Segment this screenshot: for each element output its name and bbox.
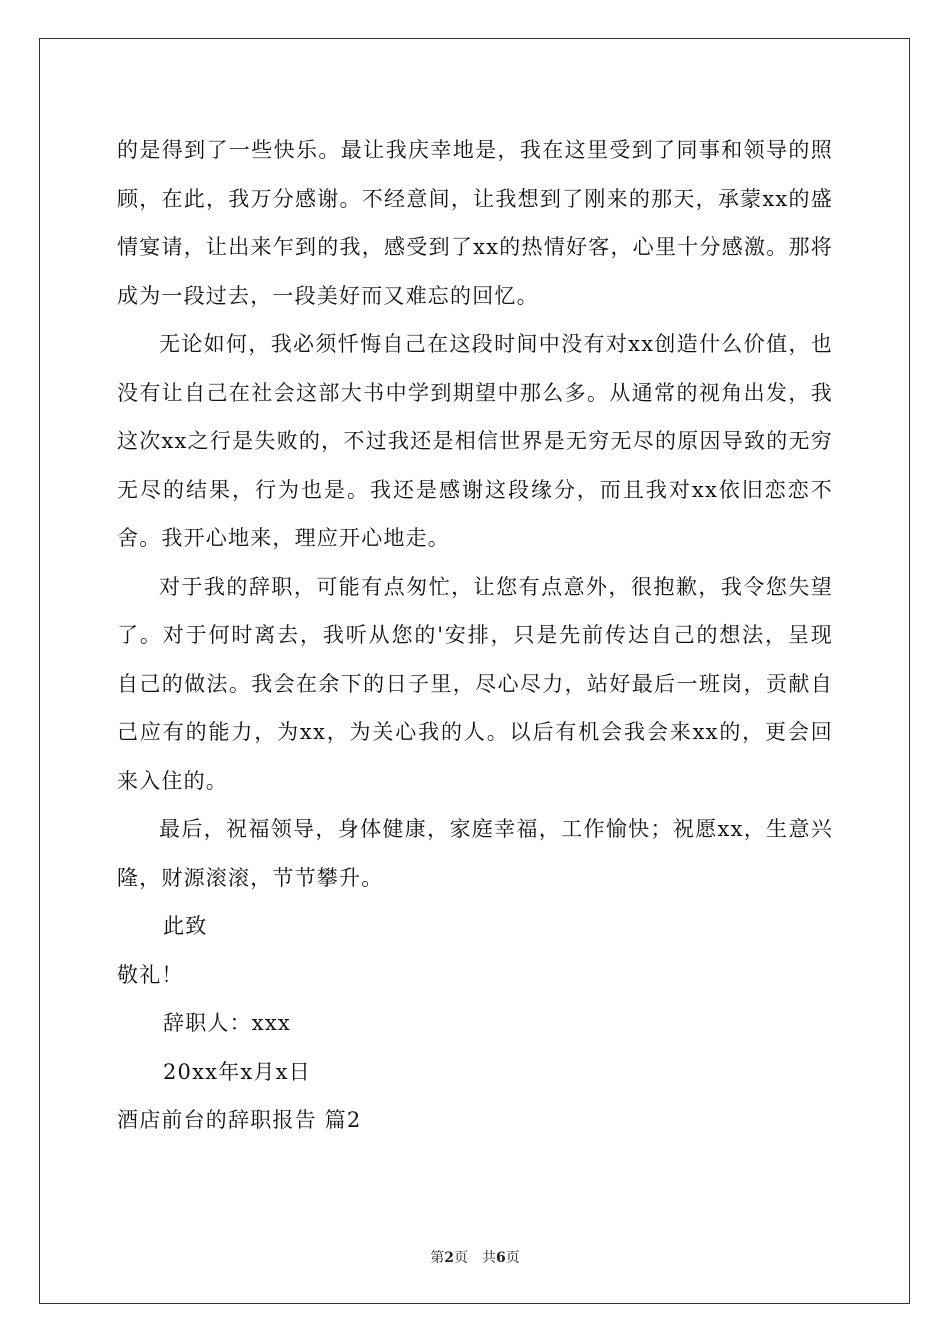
next-section-title: 酒店前台的辞职报告 篇2 [117,1108,362,1132]
closing-phrase: 此致 [163,914,208,938]
signature: 辞职人：xxx [163,1011,291,1035]
paragraph-reflection: 无论如何，我必须忏悔自己在这段时间中没有对xx创造什么价值，也没有让自己在社会这部大书中学到期望中那么多。从通常的视角出发，我这次xx之行是失败的，不过我还是相信世界是无穷无尽的原因导致的无穷无尽的结果，行为也是。我还是感谢这段缘分，而且我对xx依旧恋恋不舍。我开心地来，理应开心地走。 [117,332,833,550]
date: 20xx年x月x日 [163,1059,311,1084]
paragraph-apology: 对于我的辞职，可能有点匆忙，让您有点意外，很抱歉，我令您失望了。对于何时离去，我听从您的'安排，只是先前传达自己的想法，呈现自己的做法。我会在余下的日子里，尽心尽力，站好最后一班岗，贡献自己应有的能力，为xx，为关心我的人。以后有机会我会来xx的，更会回来入住的。 [117,574,833,793]
footer-suffix: 页 [505,1250,520,1266]
footer-mid: 页 共 [454,1250,496,1266]
paragraph-continuation: 的是得到了一些快乐。最让我庆幸地是，我在这里受到了同事和领导的照顾，在此，我万分感谢。不经意间，让我想到了刚来的那天，承蒙xx的盛情宴请，让出来乍到的我，感受到了xx的热情好客，心里十分感激。那将成为一段过去，一段美好而又难忘的回忆。 [117,138,833,308]
page-number-total: 6 [496,1250,506,1266]
footer-prefix: 第 [430,1250,445,1266]
paragraph-wishes: 最后，祝福领导，身体健康，家庭幸福，工作愉快；祝愿xx，生意兴隆，财源滚滚，节节攀升。 [117,817,833,890]
page-footer [0,1247,950,1267]
document-body [117,126,833,1145]
page-number-current: 2 [444,1250,454,1266]
salute: 敬礼！ [117,962,184,987]
